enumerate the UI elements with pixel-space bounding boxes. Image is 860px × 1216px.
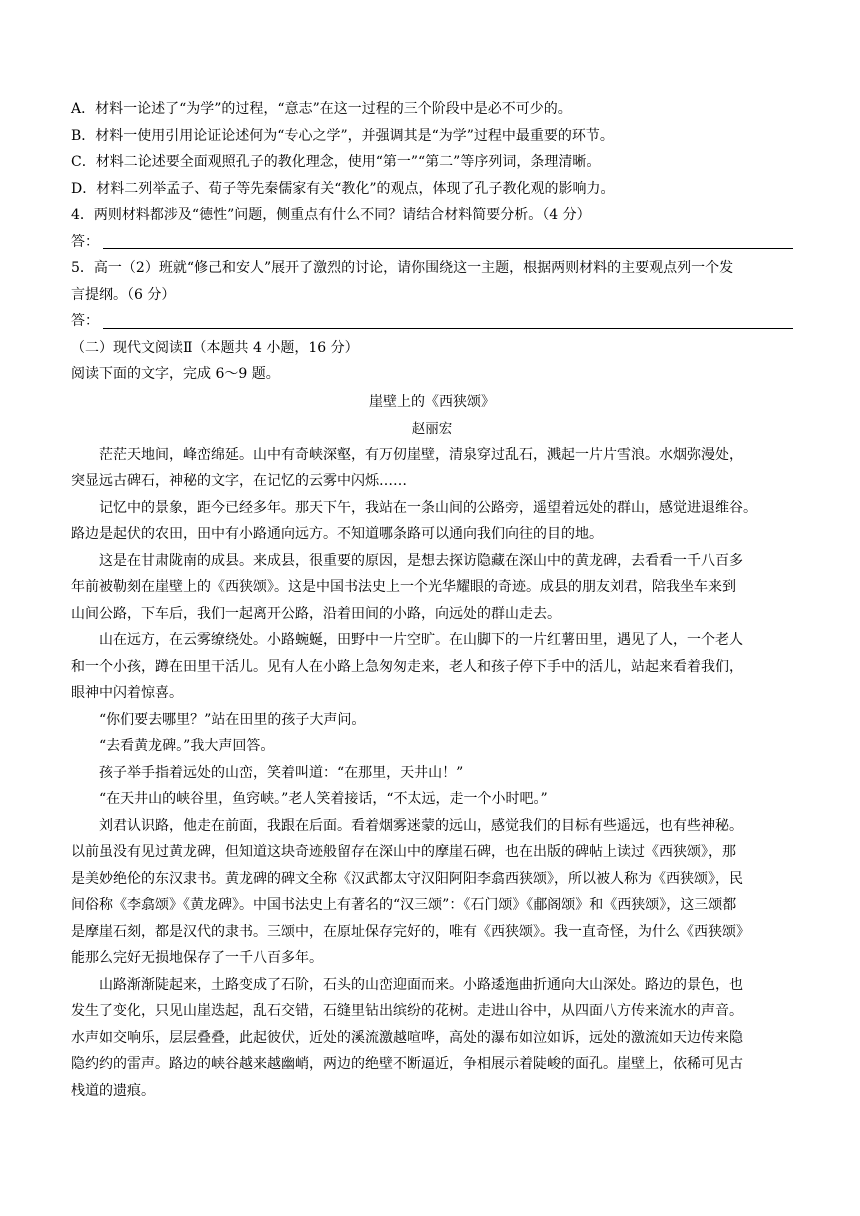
answer-label: 答：: [71, 313, 99, 329]
option-c: C．材料二论述要全面观照孔子的教化理念，使用“第一”“第二”等序列词，条理清晰。: [71, 154, 601, 170]
question-5-line2: 言提纲。（6 分）: [71, 286, 176, 303]
section-heading: （二）现代文阅读Ⅱ（本题共 4 小题，16 分）: [71, 339, 359, 356]
article-body: [71, 442, 793, 1105]
article-line: 山在远方，在云雾缭绕处。小路蜿蜒，田野中一片空旷。在山脚下的一片红薯田里，遇见了人，一个老人: [71, 632, 743, 648]
answer-line-5[interactable]: [71, 308, 793, 335]
option-d: D．材料二列举孟子、荀子等先秦儒家有关“教化”的观点，体现了孔子教化观的影响力。: [71, 180, 615, 197]
article-line: 间俗称《李翕颂》《黄龙碑》。中国书法史上有著名的“汉三颂”：《石门颂》《郙阁颂》和《西狭颂》，这三颂都: [71, 897, 737, 913]
article-line: “你们要去哪里？”站在田里的孩子大声问。: [71, 711, 366, 728]
article-line: 隐约约的雷声。路边的峡谷越来越幽峭，两边的绝壁不断逼近，争相展示着陡峻的面孔。崖壁上，依稀可见古: [71, 1056, 743, 1072]
article-line: 山路渐渐陡起来，土路变成了石阶，石头的山峦迎面而来。小路逶迤曲折通向大山深处。路边的景色，也: [71, 976, 743, 993]
article-line: 刘君认识路，他走在前面，我跟在后面。看着烟雾迷蒙的远山，感觉我们的目标有些遥远，也有些神秘。: [71, 817, 743, 834]
answer-line-4[interactable]: [71, 229, 793, 256]
article-line: 山间公路，下车后，我们一起离开公路，沿着田间的小路，向远处的群山走去。: [71, 605, 561, 622]
article-line: “在天井山的峡谷里，鱼窍峡。”老人笑着接话，“不太远，走一个小时吧。”: [71, 791, 548, 807]
article-title: 崖壁上的《西狭颂》: [369, 393, 495, 410]
answer-rule: [103, 312, 793, 329]
article-line: 以前虽没有见过黄龙碑，但知道这块奇迹般留存在深山中的摩崖石碑，也在出版的碑帖上读过《西狭颂》，那: [71, 844, 736, 860]
article-line: 是美妙绝伦的东汉隶书。黄龙碑的碑文全称《汉武都太守汉阳阿阳李翕西狭颂》，所以被人称为《西狭颂》，民: [71, 870, 743, 887]
article-author: 赵丽宏: [411, 420, 453, 437]
article-line: 能那么完好无损地保存了一千八百多年。: [71, 950, 323, 966]
article-line: 是摩崖石刻，都是汉代的隶书。三颂中，在原址保存完好的，唯有《西狭颂》。我一直奇怪，为什么《西狭颂》: [71, 923, 750, 940]
article-line: 发生了变化，只见山崖迭起，乱石交错，石缝里钻出缤纷的花树。走进山谷中，从四面八方传来流水的声音。: [71, 1003, 743, 1019]
article-line: 年前被勒刻在崖壁上的《西狭颂》。这是中国书法史上一个光华耀眼的奇迹。成县的朋友刘君，陪我坐车来到: [71, 579, 736, 595]
article-line: 孩子举手指着远处的山峦，笑着叫道：“在那里，天井山！”: [71, 764, 464, 781]
article-line: 栈道的遗痕。: [71, 1082, 155, 1099]
article-line: 路边是起伏的农田，田中有小路通向远方。不知道哪条路可以通向我们向往的目的地。: [71, 526, 603, 542]
article-line: 茫茫天地间，峰峦绵延。山中有奇峡深壑，有万仞崖壁，清泉穿过乱石，溅起一片片雪浪。水烟弥漫处，: [71, 446, 743, 463]
article-line: 水声如交响乐，层层叠叠，此起彼伏，近处的溪流激越喧哗，高处的瀑布如泣如诉，远处的激流如天边传来隐: [71, 1029, 743, 1046]
article-line: 记忆中的景象，距今已经多年。那天下午，我站在一条山间的公路旁，遥望着远处的群山，感觉进退维谷。: [71, 499, 757, 516]
option-b: B．材料一使用引用论证论述何为“专心之学”，并强调其是“为学”过程中最重要的环节。: [71, 127, 614, 144]
section-instruction: 阅读下面的文字，完成 6～9 题。: [71, 366, 280, 382]
article-line: 和一个小孩，蹲在田里干活儿。见有人在小路上急匆匆走来，老人和孩子停下手中的活儿，站起来看着我们，: [71, 658, 743, 675]
option-a: A．材料一论述了“为学”的过程，“意志”在这一过程的三个阶段中是必不可少的。: [71, 101, 572, 117]
exam-page: [71, 96, 793, 1104]
question-5-line1: 5．高一（2）班就“修己和安人”展开了激烈的讨论，请你围绕这一主题，根据两则材料的主要观点列一个发: [71, 260, 734, 276]
article-line: 眼神中闪着惊喜。: [71, 685, 183, 701]
answer-label: 答：: [71, 233, 99, 250]
article-line: 这是在甘肃陇南的成县。来成县，很重要的原因，是想去探访隐藏在深山中的黄龙碑，去看看一千八百多: [71, 552, 743, 569]
article-line: “去看黄龙碑。”我大声回答。: [71, 738, 275, 754]
question-4: 4．两则材料都涉及“德性”问题，侧重点有什么不同？请结合材料简要分析。（4 分）: [71, 207, 591, 223]
article-line: 突显远古碑石，神秘的文字，在记忆的云雾中闪烁……: [71, 473, 407, 489]
answer-rule: [103, 232, 793, 249]
